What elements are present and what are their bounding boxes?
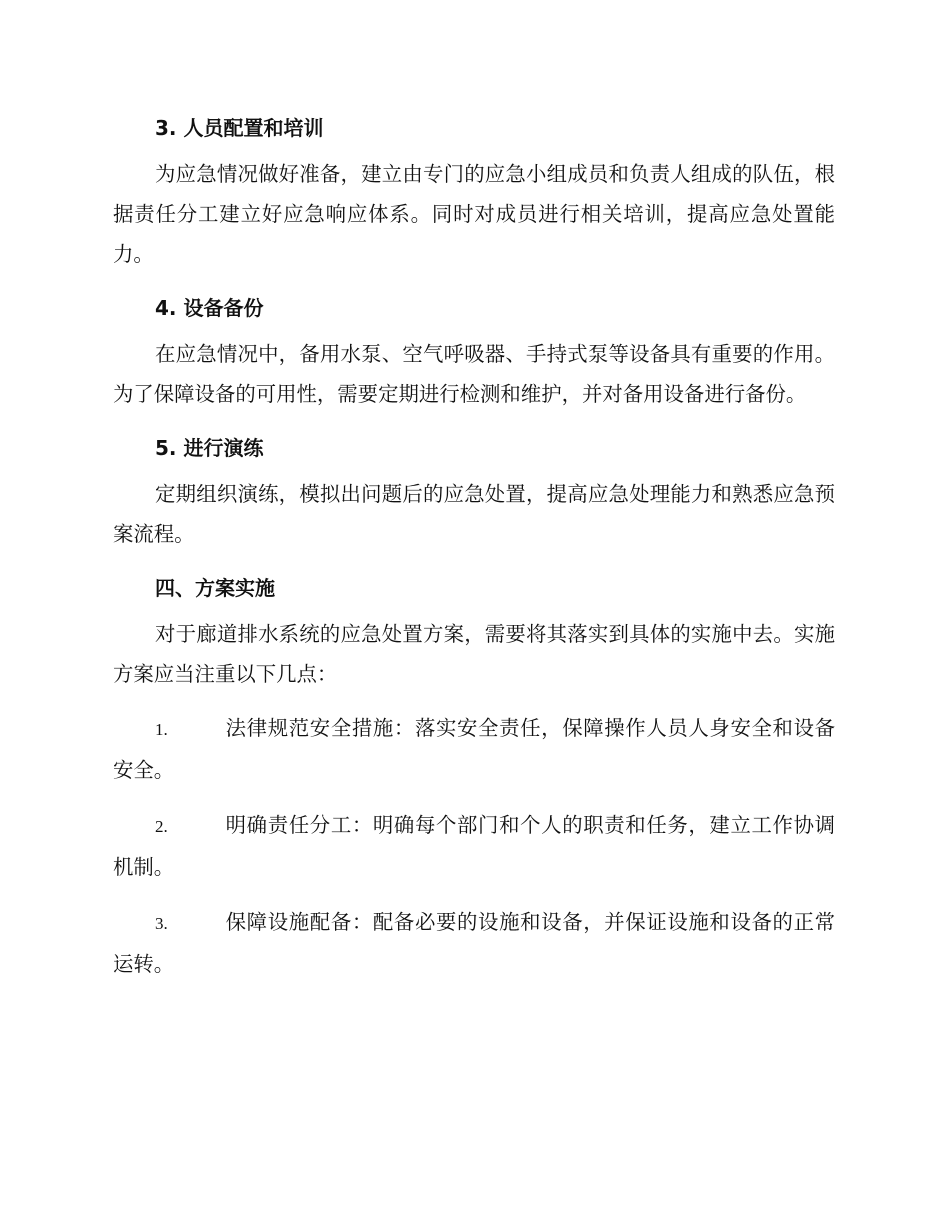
list-item-text: 明确责任分工：明确每个部门和个人的职责和任务，建立工作协调机制。 bbox=[113, 813, 835, 879]
list-item bbox=[113, 902, 835, 984]
chapter-heading: 四、方案实施 bbox=[155, 576, 275, 600]
list-item bbox=[113, 708, 835, 790]
list-item-text: 保障设施配备：配备必要的设施和设备，并保证设施和设备的正常运转。 bbox=[113, 910, 835, 976]
document-body bbox=[113, 108, 835, 999]
section-paragraph: 在应急情况中，备用水泵、空气呼吸器、手持式泵等设备具有重要的作用。为了保障设备的可用性，需要定期进行检测和维护，并对备用设备进行备份。 bbox=[113, 342, 835, 406]
list-item bbox=[113, 805, 835, 887]
section-paragraph: 定期组织演练，模拟出问题后的应急处置，提高应急处理能力和熟悉应急预案流程。 bbox=[113, 482, 835, 546]
list-item-number: 1. bbox=[155, 720, 168, 739]
section-heading: 3. 人员配置和培训 bbox=[155, 116, 324, 140]
section-heading: 5. 进行演练 bbox=[155, 436, 264, 460]
list-item-number: 2. bbox=[155, 817, 168, 836]
section-heading: 4. 设备备份 bbox=[155, 296, 264, 320]
list-item-number: 3. bbox=[155, 914, 168, 933]
list-item-text: 法律规范安全措施：落实安全责任，保障操作人员人身安全和设备安全。 bbox=[113, 716, 835, 782]
section-paragraph: 为应急情况做好准备，建立由专门的应急小组成员和负责人组成的队伍，根据责任分工建立好应急响应体系。同时对成员进行相关培训，提高应急处置能力。 bbox=[113, 162, 835, 266]
section-paragraph: 对于廊道排水系统的应急处置方案，需要将其落实到具体的实施中去。实施方案应当注重以下几点： bbox=[113, 622, 835, 686]
